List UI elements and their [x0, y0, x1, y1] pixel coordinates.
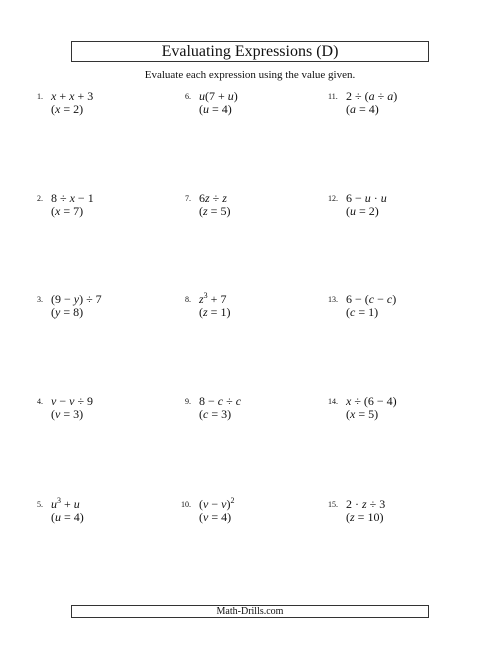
footer-credit: Math-Drills.com: [71, 605, 429, 618]
problem-expression: $u^3 + u$: [51, 496, 80, 511]
problem-given-value: (u = 4): [199, 102, 232, 116]
problem-number: 14.: [328, 397, 338, 406]
problem-given-value: (x = 2): [51, 102, 84, 116]
problem-given-value: (c = 1): [346, 305, 379, 319]
worksheet-title: Evaluating Expressions (D): [71, 41, 429, 62]
problem-given-value: (u = 4): [51, 510, 84, 524]
problem-number: 1.: [37, 92, 43, 101]
problem-number: 8.: [185, 295, 191, 304]
problem-number: 11.: [328, 92, 338, 101]
problem-number: 15.: [328, 500, 338, 509]
problem-number: 10.: [181, 500, 191, 509]
problem-given-value: (x = 5): [346, 407, 379, 421]
problem-number: 7.: [185, 194, 191, 203]
problem-expression: v − v ÷ 9: [51, 394, 94, 408]
problem-number: 9.: [185, 397, 191, 406]
problem-given-value: (v = 3): [51, 407, 84, 421]
problem-given-value: (z = 5): [199, 204, 231, 218]
problem-number: 5.: [37, 500, 43, 509]
problem-number: 13.: [328, 295, 338, 304]
problem-number: 12.: [328, 194, 338, 203]
problem-given-value: (z = 10): [346, 510, 384, 524]
problem-expression: x + x + 3: [51, 89, 94, 103]
problem-number: 4.: [37, 397, 43, 406]
problem-expression: x ÷ (6 − 4): [346, 394, 397, 408]
problem-given-value: (c = 3): [199, 407, 232, 421]
problem-expression: $(v - v)^2$: [199, 496, 235, 511]
problem-expression: 8 − c ÷ c: [199, 394, 242, 408]
problem-number: 6.: [185, 92, 191, 101]
problem-given-value: (x = 7): [51, 204, 84, 218]
problem-expression: (9 − y) ÷ 7: [51, 292, 102, 306]
instructions-text: Evaluate each expression using the value given.: [144, 69, 356, 81]
problem-given-value: (a = 4): [346, 102, 379, 116]
problem-expression: 2 · z ÷ 3: [346, 497, 386, 511]
problem-given-value: (u = 2): [346, 204, 379, 218]
problem-given-value: (v = 4): [199, 510, 232, 524]
problem-expression: 6 − (c − c): [346, 292, 397, 306]
problem-given-value: (y = 8): [51, 305, 84, 319]
problem-expression: 8 ÷ x − 1: [51, 191, 94, 205]
problem-expression: 2 ÷ (a ÷ a): [346, 89, 398, 103]
problem-number: 3.: [37, 295, 43, 304]
problem-number: 2.: [37, 194, 43, 203]
problem-expression: $z^3 + 7$: [199, 291, 227, 306]
problem-given-value: (z = 1): [199, 305, 231, 319]
problem-expression: 6 − u · u: [346, 191, 387, 205]
problem-expression: u(7 + u): [199, 89, 238, 103]
problem-expression: 6z ÷ z: [199, 191, 227, 205]
